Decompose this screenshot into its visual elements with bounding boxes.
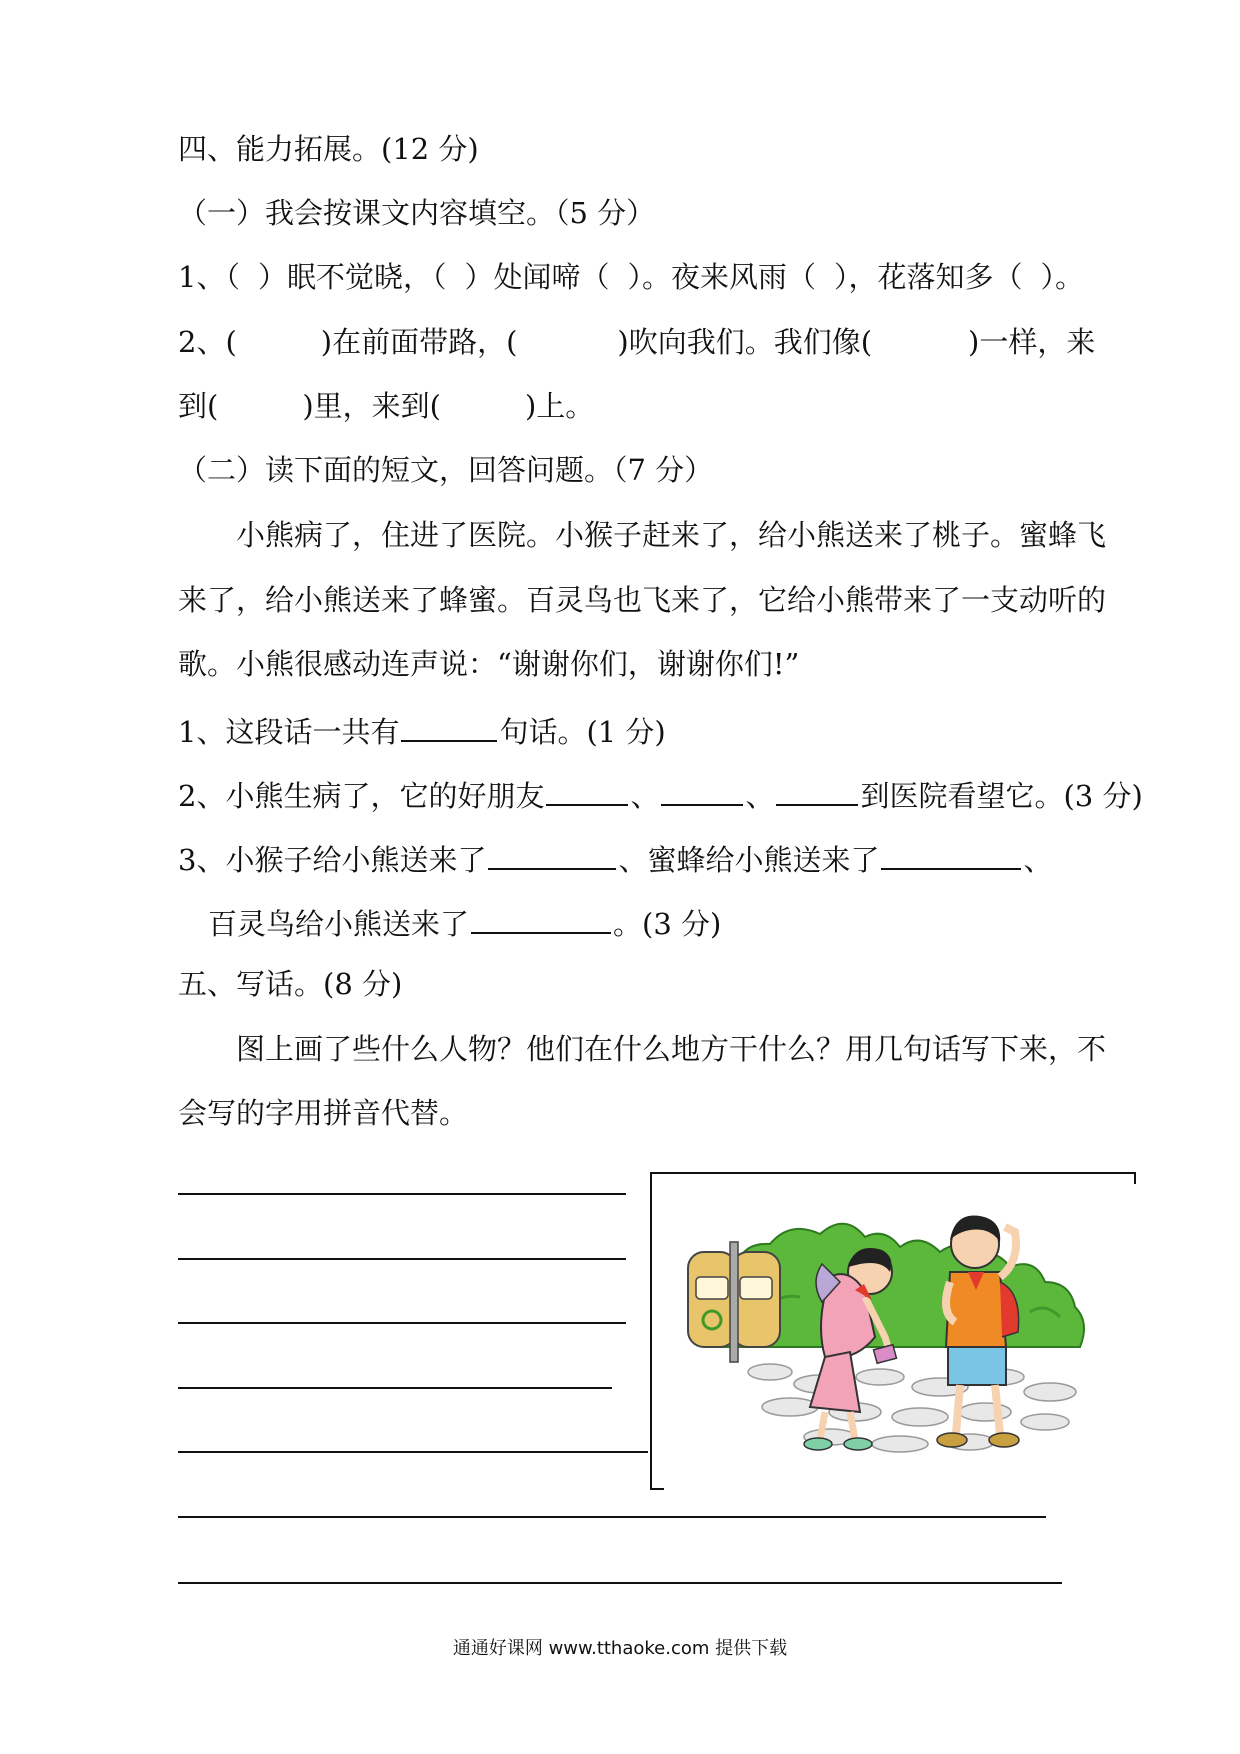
illustration-frame	[650, 1172, 1136, 1490]
writing-line[interactable]	[178, 1322, 626, 1324]
writing-line[interactable]	[178, 1193, 626, 1195]
poem-fill-question: 1、（ ）眠不觉晓，（ ）处闻啼（ ）。夜来风雨（ ），花落知多（ ）。	[178, 260, 1085, 294]
writing-line[interactable]	[178, 1516, 1046, 1518]
answer-blank[interactable]	[488, 842, 616, 870]
answer-blank[interactable]	[661, 778, 743, 806]
stone-path	[748, 1364, 1076, 1452]
question-friends: 2、小熊生病了，它的好朋友 、 、 到医院看望它。(3 分)	[178, 779, 1143, 813]
writing-line[interactable]	[178, 1451, 648, 1453]
answer-blank[interactable]	[471, 906, 611, 934]
question-gifts-line2: 百灵鸟给小熊送来了 。(3 分)	[208, 907, 722, 941]
children-picking-up-litter-illustration	[650, 1172, 1136, 1490]
footer-credit: 通通好课网 www.tthaoke.com 提供下载	[452, 1638, 788, 1659]
writing-line[interactable]	[178, 1582, 1062, 1584]
part2-title: （二）读下面的短文，回答问题。（7 分）	[178, 453, 714, 487]
girl-figure	[804, 1248, 896, 1450]
answer-blank[interactable]	[546, 778, 628, 806]
part1-title: （一）我会按课文内容填空。（5 分）	[178, 196, 656, 230]
passage-line-3: 歌。小熊很感动连声说：“谢谢你们，谢谢你们!”	[178, 647, 800, 681]
section4-title: 四、能力拓展。(12 分)	[178, 132, 479, 166]
text-fill-question-line1: 2、( )在前面带路，( )吹向我们。我们像( )一样，来	[178, 325, 1096, 359]
answer-blank[interactable]	[401, 714, 497, 742]
answer-blank[interactable]	[881, 842, 1021, 870]
trash-bins	[688, 1242, 780, 1362]
passage-line-1: 小熊病了，住进了医院。小猴子赶来了，给小熊送来了桃子。蜜蜂飞	[236, 518, 1107, 552]
question-sentence-count: 1、这段话一共有 句话。(1 分)	[178, 715, 666, 749]
answer-blank[interactable]	[776, 778, 858, 806]
question-gifts-line1: 3、小猴子给小熊送来了 、蜜蜂给小熊送来了 、	[178, 843, 1053, 877]
writing-prompt-line-1: 图上画了些什么人物？他们在什么地方干什么？用几句话写下来，不	[236, 1032, 1107, 1066]
writing-line[interactable]	[178, 1258, 626, 1260]
writing-line[interactable]	[178, 1387, 612, 1389]
text-fill-question-line2: 到( )里，来到( )上。	[178, 389, 595, 423]
section5-title: 五、写话。(8 分)	[178, 967, 403, 1001]
writing-prompt-line-2: 会写的字用拼音代替。	[178, 1096, 469, 1130]
passage-line-2: 来了，给小熊送来了蜂蜜。百灵鸟也飞来了，它给小熊带来了一支动听的	[178, 583, 1107, 617]
